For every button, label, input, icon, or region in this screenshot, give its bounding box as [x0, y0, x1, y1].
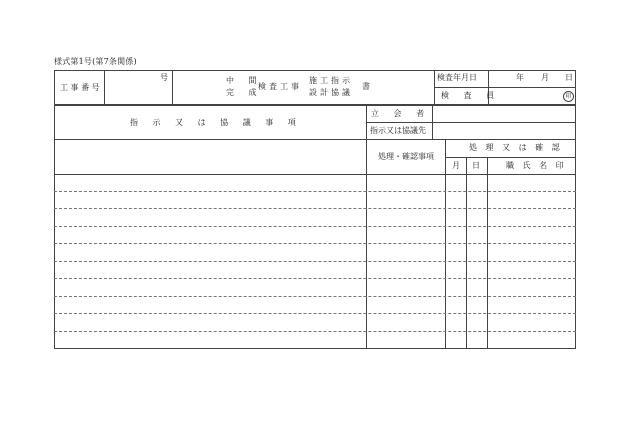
- processing-or-confirmation-label: 処 理 又 は 確 認: [469, 143, 563, 152]
- instruction-to-label: 指示又は協議先: [370, 126, 426, 135]
- column-month-label: 月: [452, 161, 460, 170]
- name-seal-column-area[interactable]: [488, 175, 575, 348]
- instruction-title: 指 示 又 は 協 議 事 項: [130, 118, 302, 127]
- year-label: 年: [516, 73, 524, 82]
- instruction-to-field[interactable]: [433, 123, 575, 138]
- document-type-top: 施工指示: [309, 76, 353, 85]
- document-suffix: 書: [362, 82, 370, 91]
- month-column-area[interactable]: [446, 175, 465, 348]
- column-day-label: 日: [472, 161, 480, 170]
- inspection-type-top: 中 間: [226, 76, 263, 85]
- day-column-area[interactable]: [467, 175, 486, 348]
- instruction-content-area[interactable]: [55, 175, 365, 348]
- month-label: 月: [541, 73, 549, 82]
- number-suffix: 号: [160, 73, 168, 82]
- document-type-bottom: 設計協議: [309, 88, 353, 97]
- inspection-type-bottom: 完 成: [226, 88, 263, 97]
- witness-label: 立 会 者: [371, 109, 431, 118]
- inspector-label: 検 査 員: [441, 91, 501, 100]
- form-caption: 様式第1号(第7条関係): [54, 57, 137, 66]
- inspection-work-label: 検査工事: [258, 82, 302, 91]
- witness-field[interactable]: [433, 106, 575, 121]
- inspection-date-field[interactable]: [489, 71, 575, 86]
- inspection-date-label: 検査年月日: [437, 73, 477, 82]
- position-name-seal-label: 職 氏 名 印: [506, 161, 567, 170]
- processing-content-area[interactable]: [367, 175, 444, 348]
- construction-number-label: 工 事 番 号: [60, 83, 100, 92]
- seal-icon: 印: [563, 91, 574, 102]
- processing-items-label: 処理・確認事項: [378, 152, 434, 161]
- inspector-field[interactable]: [489, 88, 559, 104]
- day-label: 日: [565, 73, 573, 82]
